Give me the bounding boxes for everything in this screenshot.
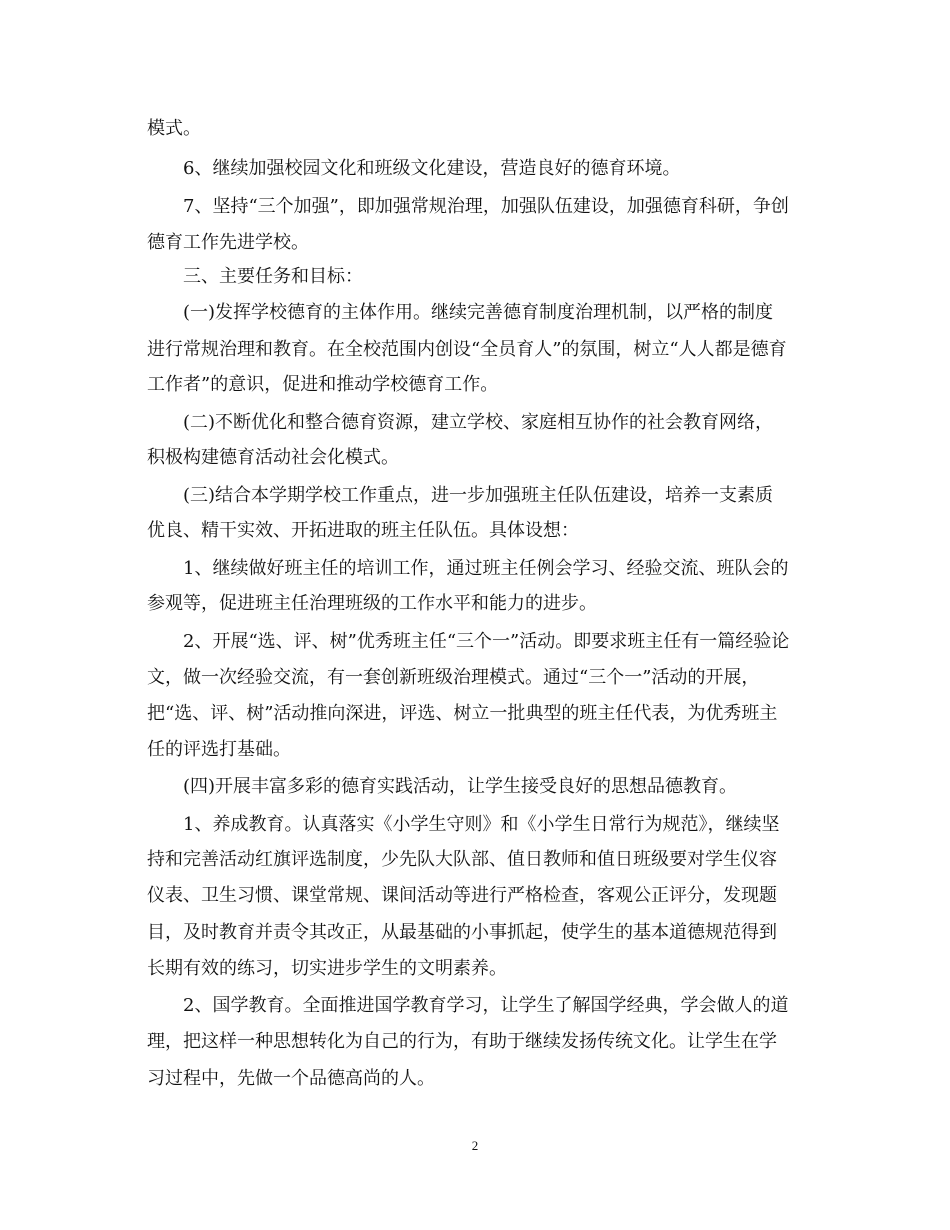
text-line: 参观等，促进班主任治理班级的工作水平和能力的进步。 (147, 593, 597, 614)
text-line: 积极构建德育活动社会化模式。 (147, 447, 399, 468)
text-line: 三、主要任务和目标： (147, 266, 363, 287)
text-line: 2、国学教育。全面推进国学教育学习，让学生了解国学经典，学会做人的道 (147, 995, 789, 1016)
page-number: 2 (471, 1138, 479, 1153)
text-line: 习过程中，先做一个品德高尚的人。 (147, 1068, 435, 1089)
text-line: 德育工作先进学校。 (147, 232, 309, 253)
text-line: (四)开展丰富多彩的德育实践活动，让学生接受良好的思想品德教育。 (147, 776, 738, 797)
text-line: 仪表、卫生习惯、课堂常规、课间活动等进行严格检查，客观公正评分，发现题 (147, 885, 777, 906)
text-line: 6、继续加强校园文化和班级文化建设，营造良好的德育环境。 (147, 158, 681, 179)
text-line: (一)发挥学校德育的主体作用。继续完善德育制度治理机制，以严格的制度 (147, 302, 774, 323)
text-line: 1、养成教育。认真落实《小学生守则》和《小学生日常行为规范》，继续坚 (147, 814, 780, 835)
text-line: 工作者”的意识，促进和推动学校德育工作。 (147, 374, 499, 395)
text-line: 任的评选打基础。 (147, 739, 291, 760)
text-line: (二)不断优化和整合德育资源，建立学校、家庭相互协作的社会教育网络， (147, 412, 774, 433)
text-line: 持和完善活动红旗评选制度，少先队大队部、值日教师和值日班级要对学生仪容 (147, 849, 777, 870)
text-line: 进行常规治理和教育。在全校范围内创设“全员育人”的氛围，树立“人人都是德育 (147, 339, 787, 360)
text-line: 7、坚持“三个加强”，即加强常规治理，加强队伍建设，加强德育科研，争创 (147, 196, 789, 217)
text-line: 把“选、评、树”活动推向深进，评选、树立一批典型的班主任代表，为优秀班主 (147, 703, 778, 724)
text-line: 1、继续做好班主任的培训工作，通过班主任例会学习、经验交流、班队会的 (147, 558, 789, 579)
text-line: 文，做一次经验交流，有一套创新班级治理模式。通过“三个一”活动的开展， (147, 667, 760, 688)
text-line: 目，及时教育并责令其改正，从最基础的小事抓起，使学生的基本道德规范得到 (147, 922, 777, 943)
text-line: (三)结合本学期学校工作重点，进一步加强班主任队伍建设，培养一支素质 (147, 485, 774, 506)
text-line: 理，把这样一种思想转化为自己的行为，有助于继续发扬传统文化。让学生在学 (147, 1031, 777, 1052)
text-line: 优良、精干实效、开拓进取的班主任队伍。具体设想： (147, 520, 579, 541)
text-line: 长期有效的练习，切实进步学生的文明素养。 (147, 958, 507, 979)
text-line: 2、开展“选、评、树”优秀班主任“三个一”活动。即要求班主任有一篇经验论 (147, 631, 790, 652)
text-line: 模式。 (147, 118, 201, 139)
